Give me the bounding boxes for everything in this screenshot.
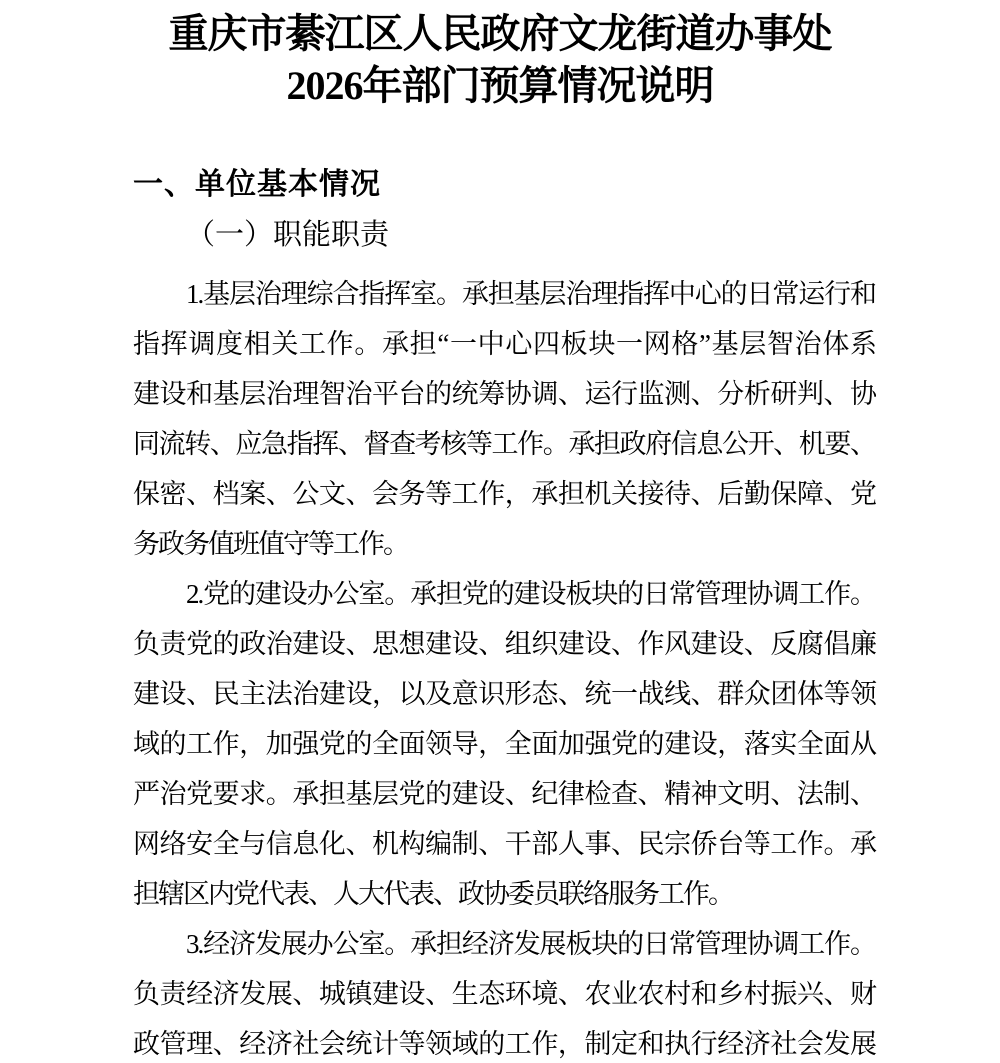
paragraph-line: 负责党的政治建设、思想建设、组织建设、作风建设、反腐倡廉 [133,629,875,659]
paragraph-line: 建设和基层治理智治平台的统筹协调、运行监测、分析研判、协 [133,379,875,409]
paragraph-line: 1.基层治理综合指挥室。承担基层治理指挥中心的日常运行和 [186,279,875,309]
paragraph-line: 担辖区内党代表、人大代表、政协委员联络服务工作。 [133,879,733,909]
paragraph-line: 3.经济发展办公室。承担经济发展板块的日常管理协调工作。 [186,929,875,959]
paragraph-line: 负责经济发展、城镇建设、生态环境、农业农村和乡村振兴、财 [133,979,875,1009]
paragraph [133,269,875,569]
paragraph-line: 保密、档案、公文、会务等工作，承担机关接待、后勤保障、党 [133,479,875,509]
paragraph [133,919,875,1063]
paragraph [133,569,875,919]
paragraph-line: 网络安全与信息化、机构编制、干部人事、民宗侨台等工作。承 [133,829,875,859]
paragraph-line: 域的工作，加强党的全面领导，全面加强党的建设，落实全面从 [133,729,875,759]
subsection-heading: （一）职能职责 [186,219,390,251]
title-line-1: 重庆市綦江区人民政府文龙街道办事处 [168,11,832,56]
paragraphs-container [133,269,875,1063]
title-line-2: 2026年部门预算情况说明 [286,63,714,108]
paragraph-line: 政管理、经济社会统计等领域的工作，制定和执行经济社会发展 [133,1029,875,1059]
paragraph-line: 指挥调度相关工作。承担“一中心四板块一网格”基层智治体系 [133,329,875,359]
document-title [0,0,1000,112]
document-body [133,160,875,1063]
section-heading: 一、单位基本情况 [133,168,381,201]
paragraph-line: 建设、民主法治建设，以及意识形态、统一战线、群众团体等领 [133,679,875,709]
paragraph-line: 2.党的建设办公室。承担党的建设板块的日常管理协调工作。 [186,579,875,609]
paragraph-line: 同流转、应急指挥、督查考核等工作。承担政府信息公开、机要、 [133,429,875,459]
paragraph-line: 务政务值班值守等工作。 [133,529,408,559]
paragraph-line: 严治党要求。承担基层党的建设、纪律检查、精神文明、法制、 [133,779,875,809]
